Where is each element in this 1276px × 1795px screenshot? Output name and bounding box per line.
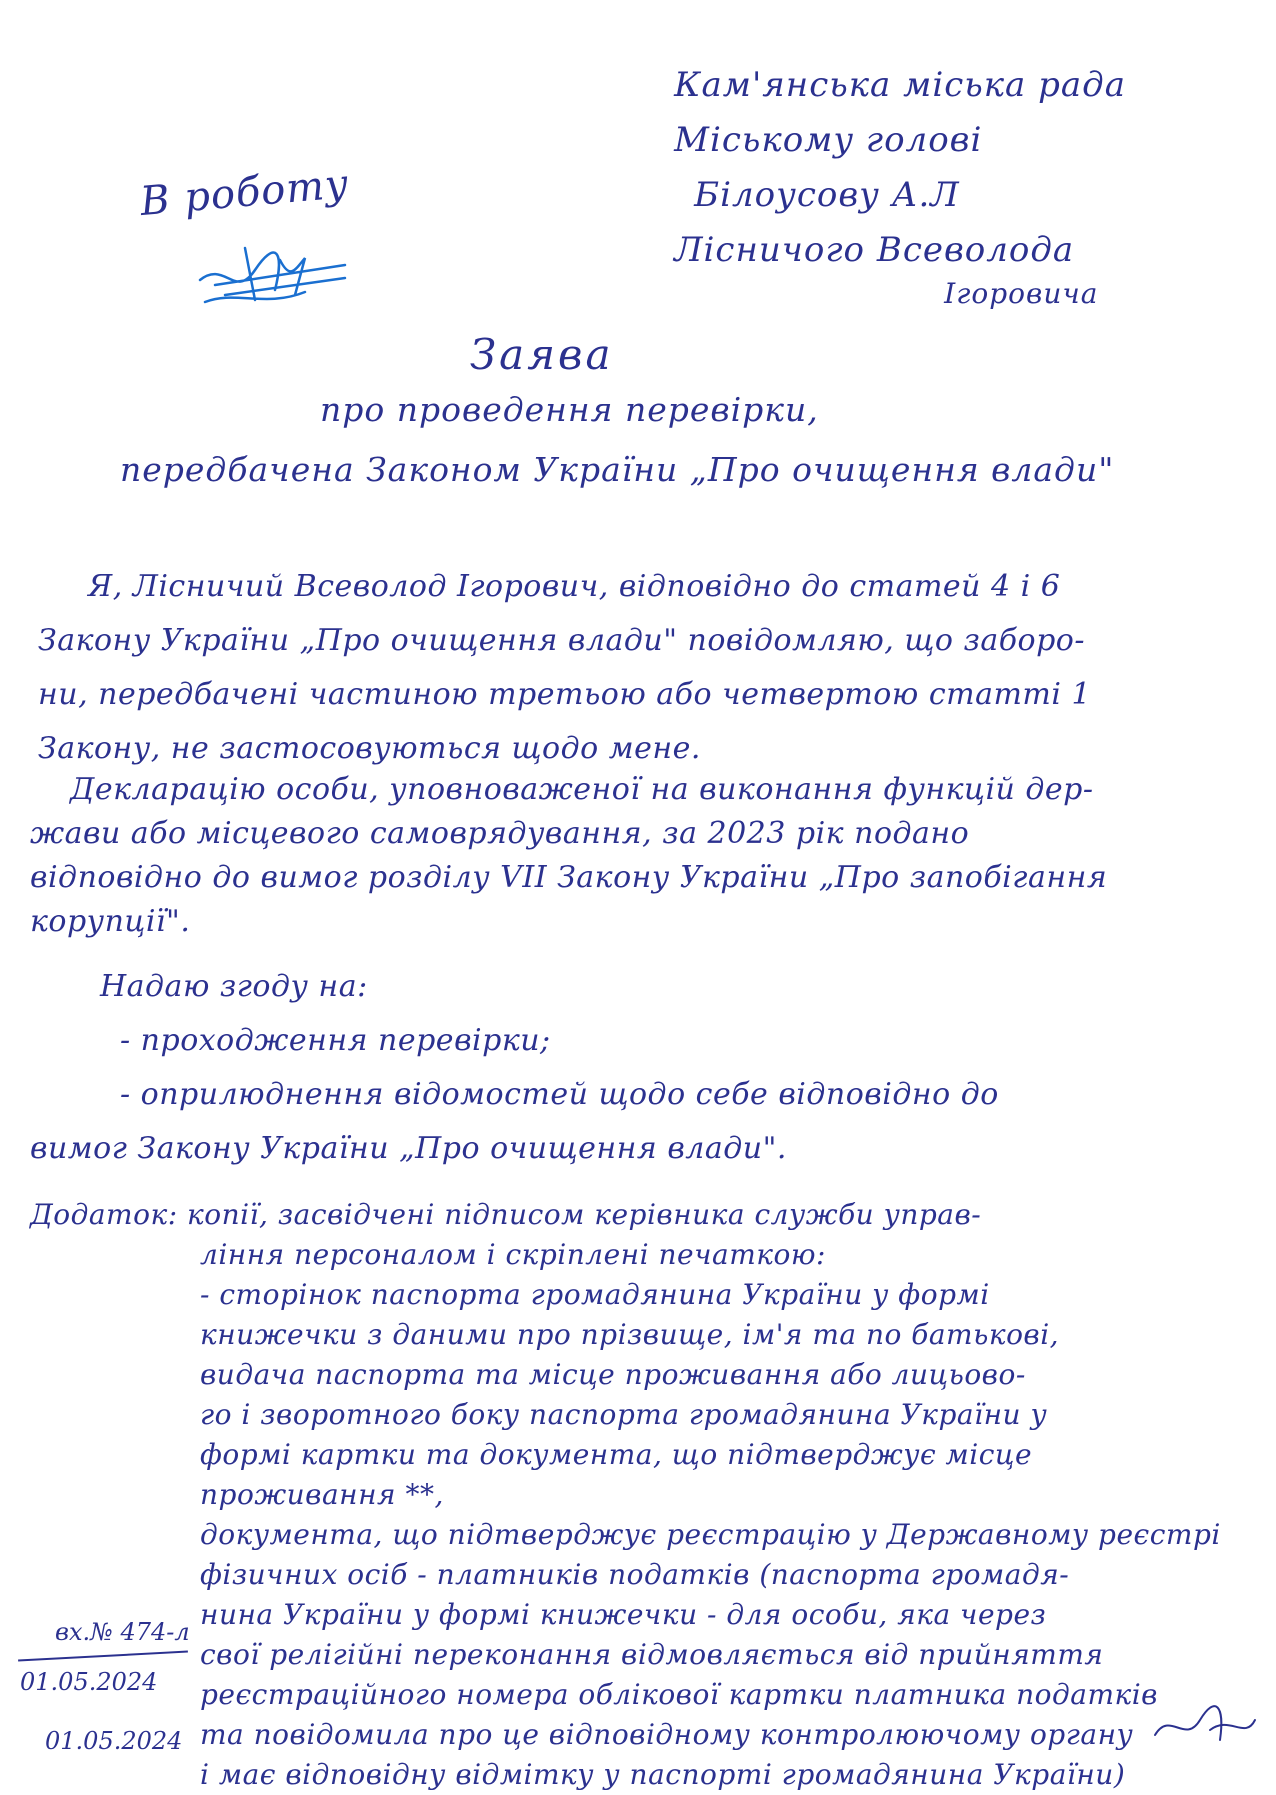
- text-line: відповідно до вимог розділу VII Закону України „Про запобігання: [30, 860, 1108, 895]
- attachment-text: копії, засвідчені підписом керівника служби управ-: [187, 1198, 982, 1231]
- addressee-line: Міському голові: [674, 120, 983, 160]
- text-line: та повідомила про це відповідному контролюючому органу: [200, 1718, 1134, 1751]
- text-line: Декларацію особи, уповноваженої на виконання функцій дер-: [70, 772, 1094, 807]
- addressee-line: Лісничого Всеволода: [674, 230, 1075, 270]
- text-line: фізичних осіб - платників податків (паспорта громадя-: [200, 1558, 1070, 1591]
- text-line: Надаю згоду на:: [100, 969, 368, 1004]
- text-line: - сторінок паспорта громадянина України у формі: [200, 1278, 990, 1311]
- resolution-signature-icon: [195, 240, 355, 310]
- subtitle-line: передбачена Законом України „Про очищення влади": [120, 450, 1115, 489]
- text-line: документа, що підтверджує реєстрацію у Державному реєстрі: [200, 1518, 1221, 1551]
- subtitle-line: про проведення перевірки,: [320, 390, 819, 429]
- text-line: видача паспорта та місце проживання або лицьово-: [200, 1358, 1026, 1391]
- attachment-label: Додаток:: [30, 1198, 178, 1231]
- paragraph-asset-declaration: [30, 768, 1107, 944]
- registration-number: вх.№ 474-л: [55, 1618, 190, 1646]
- registration-date: 01.05.2024: [20, 1668, 158, 1696]
- text-line: жави або місцевого самоврядування, за 2023 рік подано: [30, 816, 970, 851]
- text-line: нина України у формі книжечки - для особи, яка через: [200, 1598, 1047, 1631]
- text-line: формі картки та документа, що підтверджує місце: [200, 1438, 1033, 1471]
- text-line: [30, 1195, 1221, 1235]
- text-line: книжечки з даними про прізвище, ім'я та по батькові,: [200, 1318, 1060, 1351]
- signature-date: 01.05.2024: [45, 1727, 183, 1755]
- text-line: Закону України „Про очищення влади" повідомляю, що заборо-: [38, 623, 1086, 658]
- text-line: го і зворотного боку паспорта громадянина України у: [200, 1398, 1048, 1431]
- text-line: вимог Закону України „Про очищення влади".: [30, 1131, 787, 1166]
- text-line: і має відповідну відмітку у паспорті громадянина України): [200, 1758, 1126, 1791]
- text-line: Закону, не застосовуються щодо мене.: [38, 731, 701, 766]
- text-line: корупції".: [30, 904, 191, 939]
- text-line: свої релігійні переконання відмовляється від прийняття: [200, 1638, 1104, 1671]
- resolution-note: В роботу: [138, 160, 352, 226]
- addressee-block: [674, 58, 1126, 310]
- applicant-signature-icon: [1150, 1700, 1260, 1750]
- text-line: ління персоналом і скріплені печаткою:: [200, 1238, 826, 1271]
- text-line: ни, передбачені частиною третьою або четвертою статті 1: [38, 677, 1092, 712]
- text-line: реєстраційного номера облікової картки платника податків: [200, 1678, 1158, 1711]
- addressee-line: Ігоровича: [944, 277, 1099, 310]
- paragraph-declaration: [38, 560, 1091, 776]
- text-line: Я, Лісничий Всеволод Ігорович, відповідно до статей 4 і 6: [88, 569, 1061, 604]
- text-line: - оприлюднення відомостей щодо себе відповідно до: [120, 1077, 999, 1112]
- addressee-line: Кам'янська міська рада: [674, 65, 1126, 105]
- page-title: Заява: [470, 330, 614, 379]
- text-line: проживання **,: [200, 1478, 444, 1511]
- attachment-section: [30, 1195, 1221, 1795]
- addressee-line: Білоусову А.Л: [694, 175, 960, 215]
- text-line: - проходження перевірки;: [120, 1023, 551, 1058]
- paragraph-consent: [30, 960, 999, 1176]
